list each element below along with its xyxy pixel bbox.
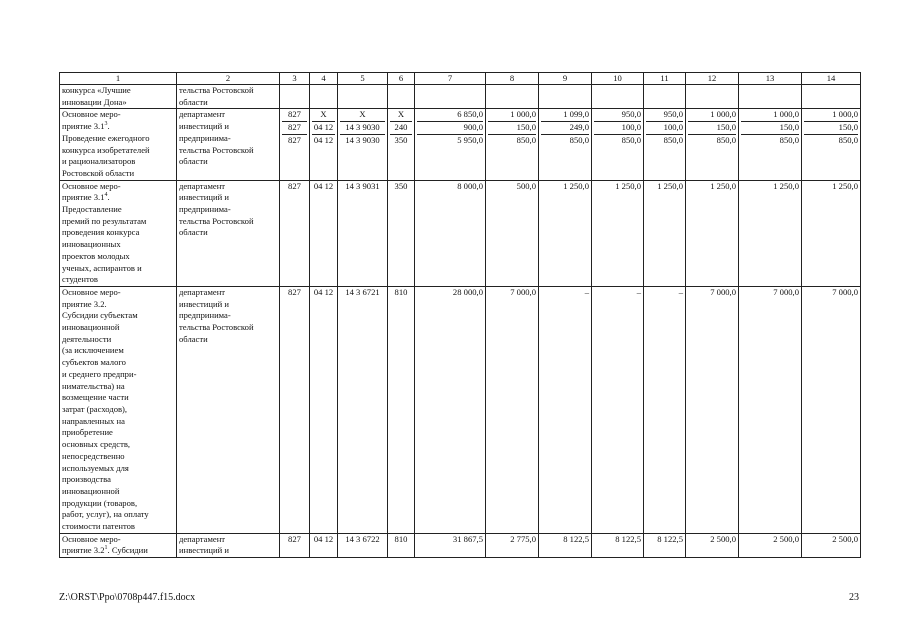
value-cell: 14 3 6722 bbox=[338, 533, 388, 557]
text-line: конкурса изобретателей bbox=[62, 144, 150, 155]
text-line: инвестиций и bbox=[179, 298, 229, 309]
sub-record-value: 6 850,0 bbox=[417, 109, 483, 122]
text-line: непосредственно bbox=[62, 450, 125, 461]
text-line: и рационализаторов bbox=[62, 156, 136, 167]
text-line: Субсидии субъектам bbox=[62, 310, 138, 321]
value-cell: 14 3 9031 bbox=[338, 180, 388, 286]
value-cell: 350 bbox=[388, 180, 415, 286]
text-line: тельства Ростовской bbox=[179, 215, 254, 226]
text-line: Основное меро- bbox=[62, 533, 121, 544]
sub-record-value: 850,0 bbox=[716, 134, 736, 145]
text-line: затрат (расходов), bbox=[62, 403, 128, 414]
page-number: 23 bbox=[849, 592, 859, 603]
sub-record-value: 150,0 bbox=[804, 122, 858, 135]
empty-cell bbox=[310, 85, 338, 109]
executor-cell bbox=[177, 180, 280, 286]
sub-record-value: X bbox=[390, 109, 412, 122]
text-line: Основное меро- bbox=[62, 286, 121, 297]
value-cell: 827 bbox=[280, 286, 310, 533]
column-number: 10 bbox=[592, 73, 644, 85]
value-cell bbox=[592, 109, 644, 180]
sub-record-value: 150,0 bbox=[488, 122, 536, 135]
value-cell: 1 250,0 bbox=[644, 180, 686, 286]
sub-record-value: 04 12 bbox=[312, 122, 335, 135]
value-cell: 8 122,5 bbox=[539, 533, 592, 557]
sub-record-value: 150,0 bbox=[741, 122, 799, 135]
sub-record-value: 150,0 bbox=[688, 122, 736, 135]
text-line: премий по результатам bbox=[62, 215, 147, 226]
measure-name-cell bbox=[60, 533, 177, 557]
measure-name-cell bbox=[60, 286, 177, 533]
sub-record-value: 1 000,0 bbox=[488, 109, 536, 122]
value-cell: 1 250,0 bbox=[592, 180, 644, 286]
sub-record-value: 850,0 bbox=[569, 134, 589, 145]
sub-record-value: 827 bbox=[282, 109, 307, 122]
value-cell bbox=[539, 109, 592, 180]
value-cell: 04 12 bbox=[310, 533, 338, 557]
table-header bbox=[60, 73, 861, 85]
value-cell: 810 bbox=[388, 286, 415, 533]
value-cell: 2 500,0 bbox=[739, 533, 802, 557]
table-row bbox=[60, 533, 861, 557]
measure-number bbox=[62, 545, 174, 557]
sub-record-value: 04 12 bbox=[313, 134, 334, 145]
text-line: департамент bbox=[179, 180, 226, 191]
text-line: инновационной bbox=[62, 485, 120, 496]
sub-record-value: 850,0 bbox=[516, 134, 536, 145]
empty-cell bbox=[486, 85, 539, 109]
text-line: студентов bbox=[62, 274, 98, 285]
text-line: направленных на bbox=[62, 415, 125, 426]
sub-record-value: 900,0 bbox=[417, 122, 483, 135]
sub-record-value: 240 bbox=[390, 122, 412, 135]
text-line: области bbox=[179, 156, 208, 167]
executor-cell bbox=[177, 109, 280, 180]
text-line: работ, услуг), на оплату bbox=[62, 509, 149, 520]
sub-record-value: 249,0 bbox=[541, 122, 589, 135]
measure-number-tail: . bbox=[107, 121, 110, 132]
text-line: Предоставление bbox=[62, 204, 122, 215]
text-line: области bbox=[179, 333, 208, 344]
value-cell bbox=[739, 109, 802, 180]
sub-record-value: 14 3 9030 bbox=[345, 134, 380, 145]
empty-cell bbox=[415, 85, 486, 109]
text-line: ученых, аспирантов и bbox=[62, 262, 142, 273]
text-line: Проведение ежегодного bbox=[62, 132, 150, 143]
text-line: департамент bbox=[179, 286, 226, 297]
measure-number bbox=[62, 121, 174, 133]
measure-number-tail: . Субсидии bbox=[107, 545, 148, 556]
text-line: области bbox=[179, 96, 208, 107]
table-row bbox=[60, 286, 861, 533]
column-number: 8 bbox=[486, 73, 539, 85]
executor-cell bbox=[177, 533, 280, 557]
column-number: 12 bbox=[686, 73, 739, 85]
budget-table bbox=[59, 72, 861, 558]
sub-record-value: 950,0 bbox=[646, 109, 683, 122]
value-cell: 2 500,0 bbox=[686, 533, 739, 557]
value-cell: 7 000,0 bbox=[686, 286, 739, 533]
sub-record-value: 1 000,0 bbox=[741, 109, 799, 122]
text-line: инвестиций и bbox=[179, 545, 229, 556]
value-cell bbox=[802, 109, 861, 180]
value-cell: – bbox=[539, 286, 592, 533]
text-line: и среднего предпри- bbox=[62, 368, 137, 379]
text-line: возмещение части bbox=[62, 392, 129, 403]
value-cell: 04 12 bbox=[310, 286, 338, 533]
sub-record-value: 14 3 9030 bbox=[340, 122, 385, 135]
footnote-mark: 4 bbox=[104, 192, 108, 199]
table-row bbox=[60, 85, 861, 109]
sub-record-value: 1 099,0 bbox=[541, 109, 589, 122]
text-line: проектов молодых bbox=[62, 250, 130, 261]
text-line: проведения конкурса bbox=[62, 227, 140, 238]
executor-cell bbox=[177, 286, 280, 533]
value-cell: 2 775,0 bbox=[486, 533, 539, 557]
measure-name-cell bbox=[60, 109, 177, 180]
value-cell: – bbox=[644, 286, 686, 533]
value-cell: 827 bbox=[280, 180, 310, 286]
measure-number-text: приятие 3.2 bbox=[62, 545, 105, 556]
sub-record-value: 827 bbox=[288, 134, 301, 145]
text-line: основных средств, bbox=[62, 439, 131, 450]
value-cell bbox=[310, 109, 338, 180]
value-cell: 1 250,0 bbox=[739, 180, 802, 286]
sub-record-value: 100,0 bbox=[594, 122, 641, 135]
measure-name-cell bbox=[60, 180, 177, 286]
value-cell: 7 000,0 bbox=[486, 286, 539, 533]
measure-number-text: приятие 3.1 bbox=[62, 121, 105, 132]
text-line: используемых для bbox=[62, 462, 129, 473]
sub-record-value: 850,0 bbox=[779, 134, 799, 145]
executor-cell bbox=[177, 85, 280, 109]
column-number: 2 bbox=[177, 73, 280, 85]
text-line: производства bbox=[62, 474, 111, 485]
text-line: инновации Дона» bbox=[62, 96, 127, 107]
value-cell: 1 250,0 bbox=[802, 180, 861, 286]
text-line: инновационной bbox=[62, 322, 120, 333]
value-cell: 827 bbox=[280, 533, 310, 557]
value-cell bbox=[280, 109, 310, 180]
sub-record-value: 100,0 bbox=[646, 122, 683, 135]
column-number: 13 bbox=[739, 73, 802, 85]
empty-cell bbox=[388, 85, 415, 109]
column-number: 11 bbox=[644, 73, 686, 85]
value-cell: 2 500,0 bbox=[802, 533, 861, 557]
sub-record-value: 5 950,0 bbox=[457, 134, 483, 145]
column-number: 14 bbox=[802, 73, 861, 85]
text-line: деятельности bbox=[62, 333, 112, 344]
column-number: 1 bbox=[60, 73, 177, 85]
value-cell: 31 867,5 bbox=[415, 533, 486, 557]
empty-cell bbox=[644, 85, 686, 109]
value-cell bbox=[686, 109, 739, 180]
value-cell: 8 122,5 bbox=[592, 533, 644, 557]
text-line: тельства Ростовской bbox=[179, 322, 254, 333]
empty-cell bbox=[739, 85, 802, 109]
empty-cell bbox=[686, 85, 739, 109]
text-line: департамент bbox=[179, 109, 226, 120]
measure-name-cell bbox=[60, 85, 177, 109]
column-number: 4 bbox=[310, 73, 338, 85]
text-line: тельства Ростовской bbox=[179, 144, 254, 155]
measure-number-tail: . bbox=[107, 192, 110, 203]
text-line: области bbox=[179, 227, 208, 238]
value-cell bbox=[486, 109, 539, 180]
empty-cell bbox=[539, 85, 592, 109]
sub-record-value: 950,0 bbox=[594, 109, 641, 122]
empty-cell bbox=[592, 85, 644, 109]
sub-record-value: X bbox=[340, 109, 385, 122]
value-cell bbox=[388, 109, 415, 180]
value-cell: 7 000,0 bbox=[802, 286, 861, 533]
sub-record-value: 1 000,0 bbox=[804, 109, 858, 122]
text-line: инвестиций и bbox=[179, 121, 229, 132]
text-line: приятие 3.2. bbox=[62, 298, 107, 309]
text-line: инвестиций и bbox=[179, 192, 229, 203]
text-line: предпринима- bbox=[179, 204, 231, 215]
value-cell bbox=[415, 109, 486, 180]
text-line: субъектов малого bbox=[62, 357, 126, 368]
value-cell: 1 250,0 bbox=[539, 180, 592, 286]
column-number: 5 bbox=[338, 73, 388, 85]
measure-number bbox=[62, 192, 174, 204]
empty-cell bbox=[802, 85, 861, 109]
sub-record-value: 827 bbox=[282, 122, 307, 135]
table-body bbox=[60, 85, 861, 558]
text-line: Ростовской области bbox=[62, 167, 135, 178]
column-number: 3 bbox=[280, 73, 310, 85]
value-cell: 04 12 bbox=[310, 180, 338, 286]
table-row bbox=[60, 109, 861, 180]
footer-file-path: Z:\ORST\Ppo\0708p447.f15.docx bbox=[59, 592, 196, 603]
sub-record-value: 350 bbox=[394, 134, 408, 145]
sub-record-value: 1 000,0 bbox=[688, 109, 736, 122]
column-number: 7 bbox=[415, 73, 486, 85]
value-cell: 810 bbox=[388, 533, 415, 557]
empty-cell bbox=[280, 85, 310, 109]
sub-record-value: X bbox=[312, 109, 335, 122]
column-number: 9 bbox=[539, 73, 592, 85]
text-line: стоимости патентов bbox=[62, 521, 135, 532]
text-line: приобретение bbox=[62, 427, 113, 438]
sub-record-value: 850,0 bbox=[663, 134, 683, 145]
value-cell: 8 122,5 bbox=[644, 533, 686, 557]
header-row bbox=[60, 73, 861, 85]
value-cell: 14 3 6721 bbox=[338, 286, 388, 533]
text-line: инновационных bbox=[62, 239, 121, 250]
footnote-mark: 3 bbox=[104, 121, 108, 128]
text-line: Основное меро- bbox=[62, 180, 121, 191]
text-line: предпринима- bbox=[179, 310, 231, 321]
value-cell: 500,0 bbox=[486, 180, 539, 286]
value-cell: 8 000,0 bbox=[415, 180, 486, 286]
value-cell: 1 250,0 bbox=[686, 180, 739, 286]
text-line: конкурса «Лучшие bbox=[62, 85, 131, 95]
text-line: (за исключением bbox=[62, 345, 124, 356]
table-row bbox=[60, 180, 861, 286]
text-line: департамент bbox=[179, 533, 226, 544]
footnote-mark: 1 bbox=[104, 545, 108, 552]
text-line: продукции (товаров, bbox=[62, 497, 138, 508]
sub-record-value: 850,0 bbox=[838, 134, 858, 145]
text-line: предпринима- bbox=[179, 132, 231, 143]
measure-number-text: приятие 3.1 bbox=[62, 192, 105, 203]
column-number: 6 bbox=[388, 73, 415, 85]
value-cell: 28 000,0 bbox=[415, 286, 486, 533]
text-line: Основное меро- bbox=[62, 109, 121, 120]
value-cell bbox=[338, 109, 388, 180]
text-line: нимательства) на bbox=[62, 380, 125, 391]
text-line: тельства Ростовской bbox=[179, 85, 254, 95]
value-cell: – bbox=[592, 286, 644, 533]
empty-cell bbox=[338, 85, 388, 109]
value-cell bbox=[644, 109, 686, 180]
value-cell: 7 000,0 bbox=[739, 286, 802, 533]
sub-record-value: 850,0 bbox=[621, 134, 641, 145]
